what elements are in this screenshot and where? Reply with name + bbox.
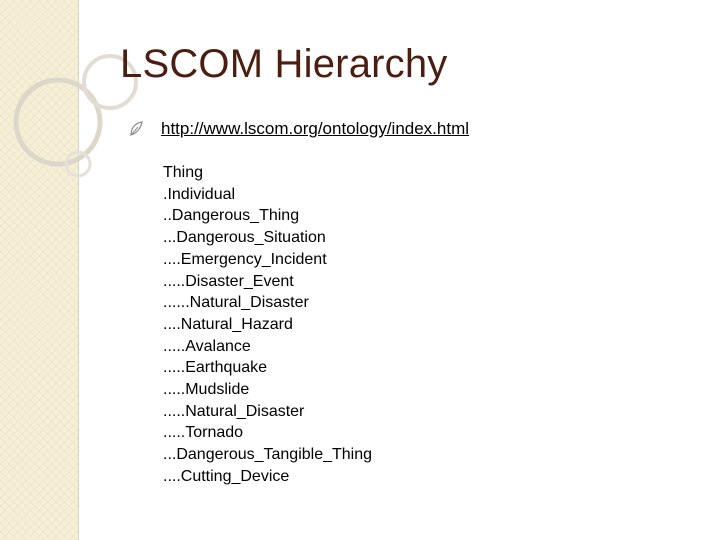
decorative-sidebar [0,0,79,540]
hierarchy-item: ....Emergency_Incident [163,250,327,268]
hierarchy-item: ....Cutting_Device [163,467,290,485]
hierarchy-item: .....Avalance [163,337,251,355]
hierarchy-item: .Individual [163,185,236,203]
hierarchy-item: .....Mudslide [163,381,250,399]
hierarchy-list [163,162,372,488]
hierarchy-item: .....Earthquake [163,359,268,377]
hierarchy-item: ...Dangerous_Situation [163,229,326,247]
ontology-link[interactable]: http://www.lscom.org/ontology/index.html [161,119,470,138]
hierarchy-item: ...Dangerous_Tangible_Thing [163,446,373,464]
hierarchy-item: ..Dangerous_Thing [163,207,300,225]
slide-title: LSCOM Hierarchy [120,42,448,86]
hierarchy-item: .....Natural_Disaster [163,402,305,420]
hierarchy-item: ......Natural_Disaster [163,294,309,312]
hierarchy-item: ....Natural_Hazard [163,315,293,333]
hierarchy-item: Thing [163,164,204,181]
link-bullet [129,119,469,139]
leaf-bullet-icon [129,121,143,137]
hierarchy-item: .....Tornado [163,424,244,442]
hierarchy-item: .....Disaster_Event [163,272,294,290]
